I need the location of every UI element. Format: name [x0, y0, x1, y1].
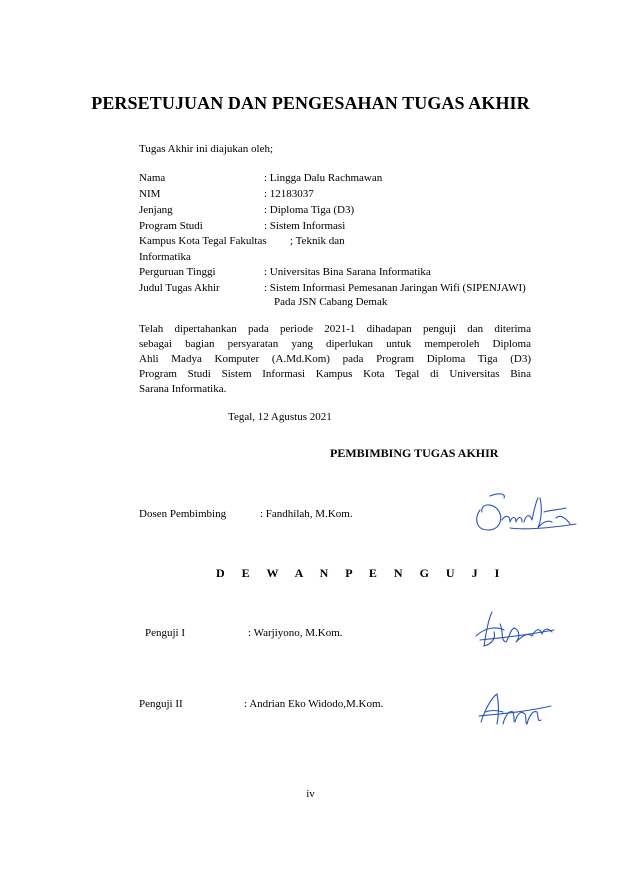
- page-number: iv: [306, 788, 315, 800]
- approval-paragraph: [139, 322, 531, 397]
- date-text: Tegal, 12 Agustus 2021: [228, 411, 332, 423]
- paragraph-line: sebagai bagian persyaratan yang diperlukan untuk memperoleh Diploma: [139, 338, 531, 350]
- signature-pembimbing: [470, 488, 580, 538]
- field-label-kampus: Kampus Kota Tegal Fakultas: [139, 235, 267, 247]
- penguji1-label: Penguji I: [145, 627, 186, 639]
- field-label-jenjang: Jenjang: [139, 204, 173, 216]
- field-value-nama: : Lingga Dalu Rachmawan: [264, 172, 383, 184]
- field-value-prodi: : Sistem Informasi: [264, 220, 346, 232]
- paragraph-line: Ahli Madya Komputer (A.Md.Kom) pada Program Diploma Tiga (D3): [139, 353, 531, 365]
- field-label-nama: Nama: [139, 172, 166, 184]
- field-label-nim: NIM: [139, 188, 161, 200]
- intro-text: Tugas Akhir ini diajukan oleh;: [139, 143, 274, 155]
- pembimbing-heading: PEMBIMBING TUGAS AKHIR: [330, 446, 499, 460]
- page-title: PERSETUJUAN DAN PENGESAHAN TUGAS AKHIR: [91, 93, 530, 113]
- field-value-kampus: ; Teknik dan: [290, 235, 345, 247]
- paragraph-line: Program Studi Sistem Informasi Kampus Kota Tegal di Universitas Bina: [139, 368, 531, 380]
- dewan-penguji-heading: D E W A N P E N G U J I: [216, 566, 507, 580]
- penguji1-value: : Warjiyono, M.Kom.: [248, 627, 343, 639]
- field-label-pt: Perguruan Tinggi: [139, 266, 216, 278]
- signature-penguji-2: [475, 686, 555, 730]
- field-value-judul: : Sistem Informasi Pemesanan Jaringan Wifi (SIPENJAWI): [264, 282, 526, 294]
- field-value-judul-cont: Pada JSN Cabang Demak: [274, 296, 388, 308]
- penguji2-value: : Andrian Eko Widodo,M.Kom.: [244, 698, 384, 710]
- field-value-nim: : 12183037: [264, 188, 314, 200]
- paragraph-line: Sarana Informatika.: [139, 383, 227, 395]
- field-label-judul: Judul Tugas Akhir: [139, 282, 220, 294]
- dosen-label: Dosen Pembimbing: [139, 508, 227, 520]
- field-value-kampus-cont: Informatika: [139, 251, 191, 263]
- dosen-value: : Fandhilah, M.Kom.: [260, 508, 353, 520]
- field-value-jenjang: : Diploma Tiga (D3): [264, 204, 355, 216]
- field-label-prodi: Program Studi: [139, 220, 203, 232]
- penguji2-label: Penguji II: [139, 698, 183, 710]
- field-value-pt: : Universitas Bina Sarana Informatika: [264, 266, 431, 278]
- paragraph-line: Telah dipertahankan pada periode 2021-1 dihadapan penguji dan diterima: [139, 323, 531, 335]
- signature-penguji-1: [470, 606, 560, 652]
